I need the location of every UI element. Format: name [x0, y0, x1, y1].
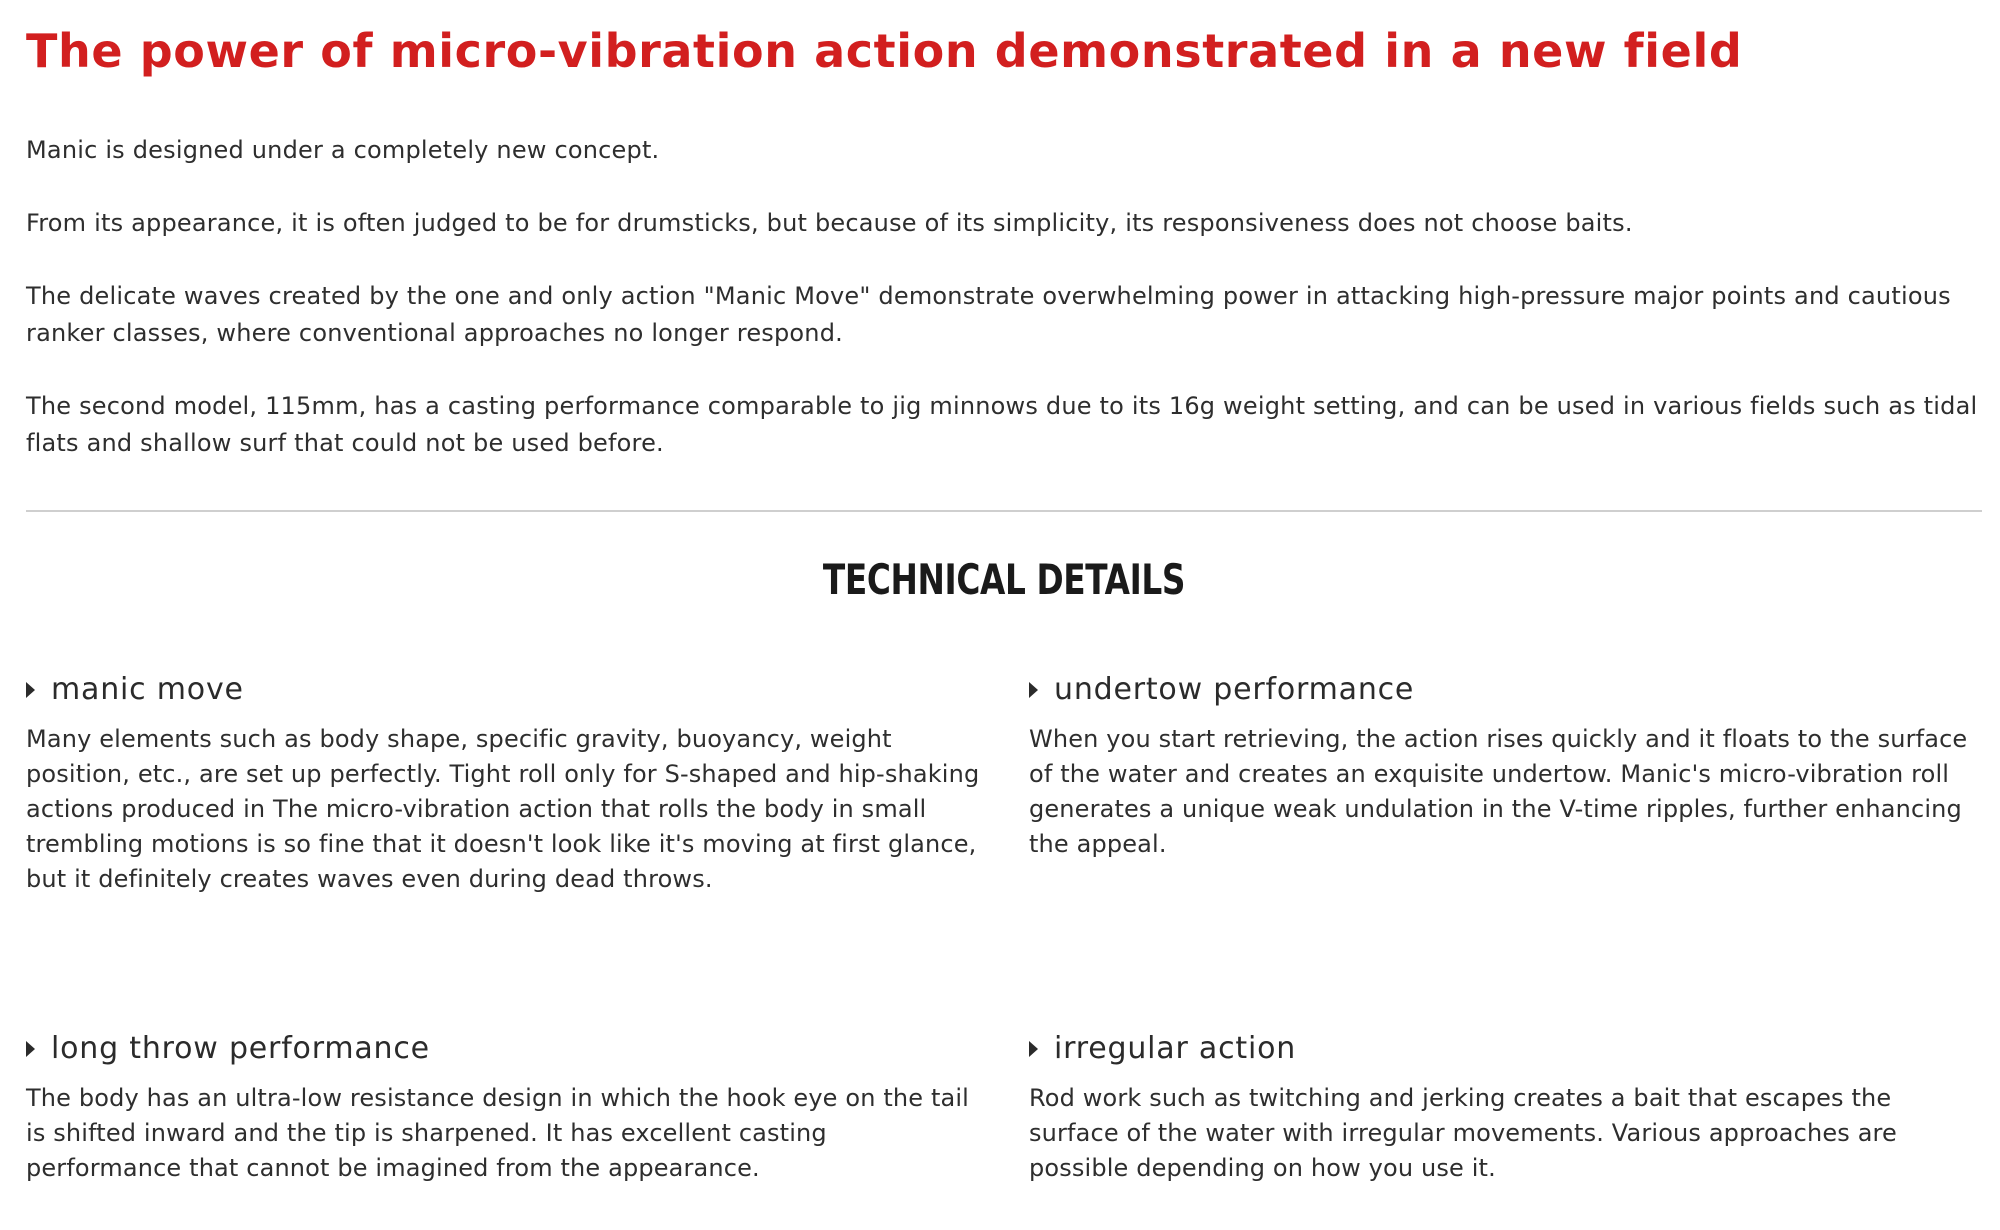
triangle-right-icon — [1029, 682, 1038, 698]
detail-body: When you start retrieving, the action rises quickly and it floats to the surface of the water and creates an exquisite undertow. Manic's micro-vibration roll generates a unique weak undulation in the V-time ripples, further enhancing the appeal. — [1029, 725, 1968, 858]
intro-paragraph: The delicate waves created by the one and only action "Manic Move" demonstrate overwhelming power in attacking high-pressure major points and cautious ranker classes, where conventional approaches no longer respond. — [26, 282, 1951, 347]
detail-title: long throw performance — [51, 1031, 430, 1066]
detail-body: Rod work such as twitching and jerking creates a bait that escapes the surface of the water with irregular movements. Various approaches are possible depending on how you use it. — [1029, 1084, 1897, 1182]
technical-details-heading: TECHNICAL DETAILS — [822, 555, 1186, 604]
detail-title: manic move — [51, 672, 244, 707]
section-divider — [26, 510, 1982, 512]
triangle-right-icon — [26, 1041, 35, 1057]
detail-manic-move — [26, 670, 986, 897]
triangle-right-icon — [26, 682, 35, 698]
detail-title: irregular action — [1054, 1031, 1297, 1066]
detail-undertow-performance — [1029, 670, 1979, 862]
detail-title: undertow performance — [1054, 672, 1415, 707]
detail-heading — [1029, 670, 1979, 710]
detail-heading — [1029, 1029, 1979, 1069]
triangle-right-icon — [1029, 1041, 1038, 1057]
detail-long-throw-performance — [26, 1029, 986, 1186]
intro-paragraph: Manic is designed under a completely new concept. — [26, 136, 660, 164]
intro-section — [26, 132, 1982, 498]
intro-paragraph: From its appearance, it is often judged to be for drumsticks, but because of its simplicity, its responsiveness does not choose baits. — [26, 209, 1633, 237]
detail-irregular-action — [1029, 1029, 1979, 1186]
page-headline: The power of micro-vibration action demonstrated in a new field — [26, 24, 1743, 78]
intro-paragraph: The second model, 115mm, has a casting performance comparable to jig minnows due to its 16g weight setting, and can be used in various fields such as tidal flats and shallow surf that could not be used before. — [26, 392, 1978, 457]
detail-heading — [26, 670, 986, 710]
detail-heading — [26, 1029, 986, 1069]
detail-body: Many elements such as body shape, specific gravity, buoyancy, weight position, etc., are set up perfectly. Tight roll only for S-shaped and hip-shaking actions produced in The micro-vibration action that rolls the body in small trembling motions is so fine that it doesn't look like it's moving at first glance, but it definitely creates waves even during dead throws. — [26, 725, 980, 893]
detail-body: The body has an ultra-low resistance design in which the hook eye on the tail is shifted inward and the tip is sharpened. It has excellent casting performance that cannot be imagined from the appearance. — [26, 1084, 970, 1182]
